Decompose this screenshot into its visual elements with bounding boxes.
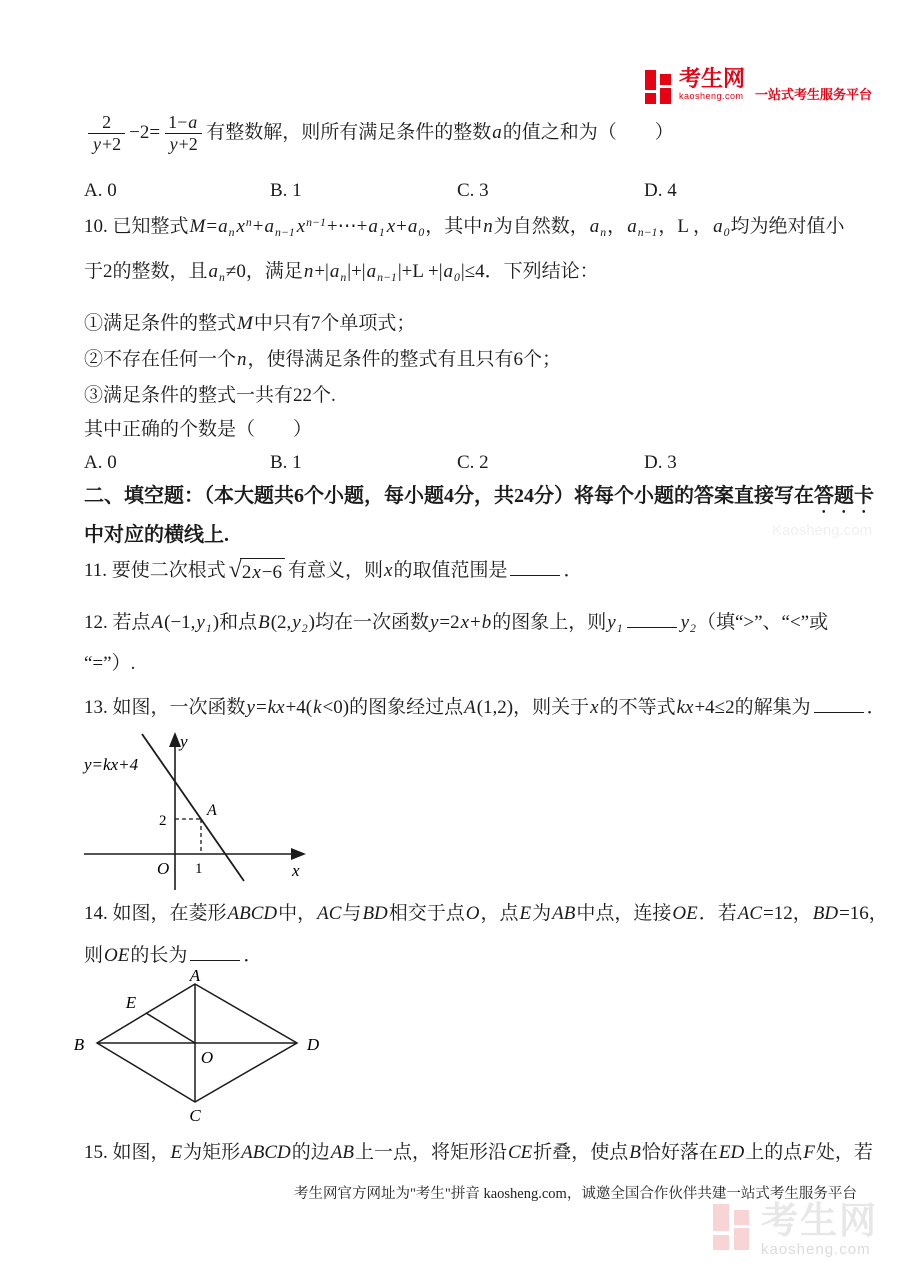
- vertex-a-label: A: [189, 970, 201, 985]
- question-14-line2: 则OE的长为 ．: [84, 941, 262, 970]
- watermark-domain: kaosheng.com: [761, 1241, 871, 1258]
- option-a: A. 0: [84, 180, 117, 201]
- vertex-c-label: C: [189, 1106, 201, 1125]
- question-10-options: [84, 452, 864, 478]
- question-14-figure: [55, 970, 375, 1131]
- option-c: C. 2: [457, 452, 489, 473]
- brand-name: 考生网: [679, 66, 746, 91]
- option-b: B. 1: [270, 452, 302, 473]
- question-12-line1: 12. 若点$A(-1,y_1)$和点$B(2,y_2)$均在一次函数y=2x+b的图象上，则$y_1$ $y_2$（填“>”、“<”或: [84, 608, 828, 638]
- question-11: 11. 要使二次根式 √ 2x−6 有意义，则x的取值范围是 ．: [84, 556, 582, 587]
- question-14-line1: 14. 如图，在菱形ABCD中，AC与BD相交于点O，点E为AB中点，连接OE．若AC=12，BD=16，: [84, 903, 888, 924]
- option-b: B. 1: [270, 180, 302, 201]
- vertex-d-label: D: [306, 1035, 320, 1054]
- section-2-heading-line1: 二、填空题：（本大题共6个小题，每小题4分，共24分）将每个小题的答案直接写在答题卡: [84, 485, 874, 507]
- option-c: C. 3: [457, 180, 489, 201]
- point-o-label: O: [200, 1048, 214, 1067]
- brand-domain: kaosheng.com: [679, 91, 744, 101]
- question-10-item2: ②不存在任何一个n，使得满足条件的整式有且只有6个；: [84, 349, 562, 370]
- x-axis-label: x: [292, 861, 300, 880]
- curve-equation-label: y=kx+4: [84, 755, 139, 774]
- origin-label: O: [157, 859, 170, 878]
- watermark-brand: 考生网: [761, 1200, 878, 1241]
- side-watermark: Kaosheng.com: [772, 522, 873, 539]
- option-d: D. 3: [644, 452, 677, 473]
- bottom-watermark: [713, 1202, 878, 1258]
- question-13: 13. 如图，一次函数y=kx+4(k<0)的图象经过点A(1,2)，则关于x的不等式kx+4≤2的解集为 ．: [84, 693, 886, 722]
- question-9-equation: $\frac{2}{y+2}$ −2= $\frac{1-a}{y+2}$ 有整数解，则所有满足条件的整数 a 的值之和为（ ）: [84, 112, 674, 154]
- question-13-figure: [72, 726, 322, 900]
- tick-1-label: 1: [195, 861, 203, 877]
- question-10-question: 其中正确的个数是（ ）: [84, 419, 313, 440]
- question-10-item3: ③满足条件的整式一共有22个.: [84, 385, 336, 406]
- question-10-line1: 10. 已知整式$M=a_n$ $x^n+a_{n-1}$ $x^{n-1}+\cdots+a_1$ $x+a_0$，其中n为自然数，$a_n$，$a_{n-1}$，L ，$a_0$均为绝对值小: [84, 215, 845, 240]
- x-axis-arrow-icon: [291, 848, 306, 860]
- segment-eo: [146, 1013, 195, 1043]
- question-12-line2: “=”）.: [84, 653, 136, 674]
- y-axis-label: y: [180, 732, 188, 751]
- question-9-options: [84, 180, 864, 206]
- question-10-item1: ①满足条件的整式M中只有7个单项式；: [84, 313, 416, 334]
- footer-text: 考生网官方网址为"考生"拼音 kaosheng.com，诚邀全国合作伙伴共建一站式考生服务平台: [294, 1186, 857, 1202]
- kaosheng-h-icon: [645, 68, 673, 112]
- kaosheng-h-watermark-icon: [713, 1202, 753, 1258]
- option-d: D. 4: [644, 180, 677, 201]
- question-15: 15. 如图，E为矩形ABCD的边AB上一点，将矩形沿CE折叠，使点B恰好落在ED上的点F处，若: [84, 1142, 873, 1163]
- vertex-b-label: B: [73, 1035, 85, 1054]
- tick-2-label: 2: [159, 813, 167, 829]
- question-10-line2: 于2的整数，且$a_n\ne 0$，满足$n+|a_n|+|a_{n-1}|+L +|a_0|\le 4$．下列结论：: [84, 261, 599, 285]
- section-2-heading-line2: 中对应的横线上.: [84, 524, 229, 546]
- point-e-label: E: [125, 993, 137, 1012]
- option-a: A. 0: [84, 452, 117, 473]
- kaosheng-logo: [645, 68, 872, 112]
- brand-tagline: 一站式考生服务平台: [755, 87, 873, 102]
- point-a-label: A: [207, 802, 217, 819]
